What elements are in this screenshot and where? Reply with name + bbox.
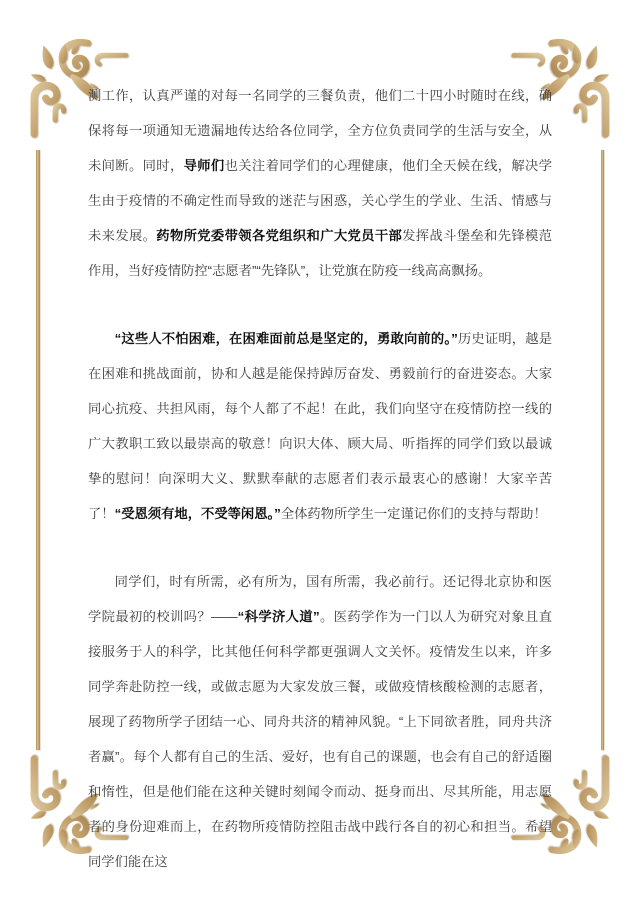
bold-text-segment: 药物所党委带领各党组织和广大党员干部 <box>156 228 403 243</box>
bold-text-segment: 导师们 <box>183 158 225 173</box>
bold-text-segment: “受恩须有地，不受等闲恩。” <box>114 506 281 521</box>
text-segment: 也关注着同学们的心理健康，他们全天候在线，解决学生由于疫情的不确定性而导致的迷茫与困惑，关心学生的学业、生活、情感与未来发展。 <box>88 158 553 243</box>
paragraph <box>88 564 552 879</box>
gold-border-line-right <box>601 150 605 750</box>
text-segment: 发挥战斗堡垒和先锋模范作用，当好疫情防控“志愿者”“先锋队”，让党旗在防疫一线高高飘扬。 <box>88 228 553 278</box>
paragraph <box>88 321 552 531</box>
text-segment: 历史证明，越是在困难和挑战面前，协和人越是能保持踔厉奋发、勇毅前行的奋进姿态。大家同心抗疫、共担风雨，每个人都了不起！在此，我们向坚守在疫情防控一线的广大教职工致以最崇高的敬意！向识大体、顾大局、听指挥的同学们致以最诚挚的慰问！向深明大义、默默奉献的志愿者们表示最衷心的感谢！大家辛苦了！ <box>88 331 553 521</box>
text-segment: 同学们，时有所需，必有所为，国有所需，我必前行。还记得北京协和医学院最初的校训吗？—— <box>88 574 552 624</box>
text-segment: 全体药物所学生一定谨记你们的支持与帮助！ <box>280 506 547 521</box>
paragraph <box>88 78 552 288</box>
text-segment: 。医药学作为一门以人为研究对象且直接服务于人的科学，比其他任何科学都更强调人文关怀。疫情发生以来，许多同学奔赴防控一线，或做志愿为大家发放三餐，或做疫情核酸检测的志愿者，展现了药物所学子团结一心、同舟共济的精神风貌。“上下同欲者胜，同舟共济者赢”。每个人都有自己的生活、爱好，也有自己的课题，也会有自己的舒适圈和惰性，但是他们能在这种关键时刻闻令而动、挺身而出、尽其所能，用志愿者的身份迎难而上，在药物所疫情防控阻击战中践行各自的初心和担当。希望同学们能在这 <box>88 609 553 869</box>
gold-border-line-left <box>36 150 40 750</box>
text-segment: 测工作，认真严谨的对每一名同学的三餐负责，他们二十四小时随时在线，确保将每一项通知无遗漏地传达给各位同学，全方位负责同学的生活与安全，从未间断。同时， <box>88 88 552 173</box>
bold-text-segment: “科学济人道” <box>237 609 320 624</box>
letter-body <box>88 78 552 879</box>
bold-text-segment: “这些人不怕困难，在困难面前总是坚定的，勇敢向前的。” <box>114 331 458 346</box>
